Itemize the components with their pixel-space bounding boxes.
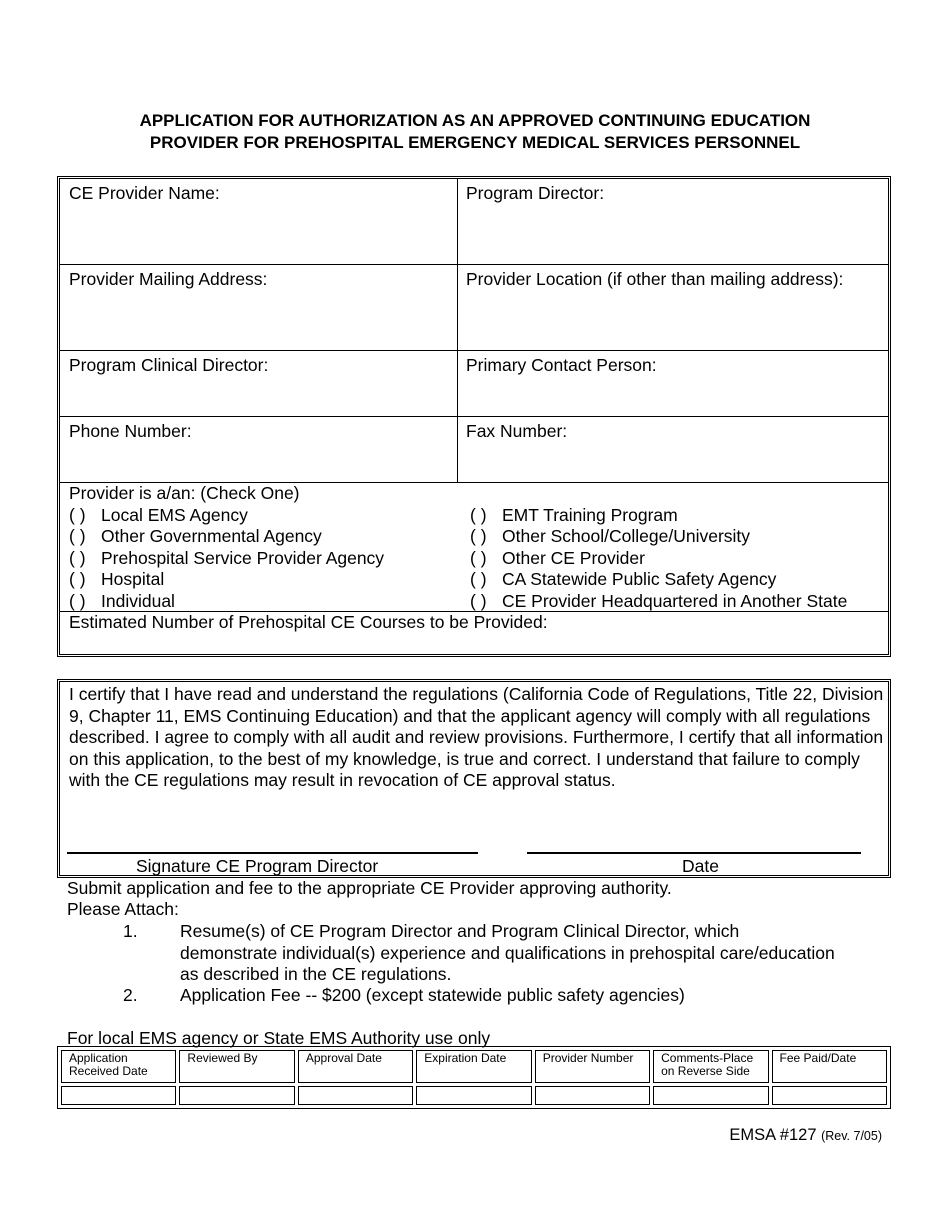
- fax-number-field[interactable]: [457, 417, 888, 482]
- date-line[interactable]: [527, 852, 861, 854]
- column-header-line: Comments-Place: [661, 1051, 754, 1065]
- column-header-line: Received Date: [69, 1064, 148, 1078]
- signature-line[interactable]: [67, 852, 478, 854]
- attachment-line: Application Fee -- $200 (except statewide public safety agencies): [180, 985, 685, 1005]
- form-title-line-1: APPLICATION FOR AUTHORIZATION AS AN APPROVED CONTINUING EDUCATION: [139, 111, 811, 130]
- form-title: [0, 110, 950, 154]
- provider-mailing-address-field[interactable]: [60, 265, 457, 350]
- checkbox[interactable]: ( ): [470, 526, 487, 546]
- provider-option-label: Individual: [101, 590, 175, 611]
- form-id: EMSA #127: [729, 1126, 817, 1144]
- provider-location-label: Provider Location (if other than mailing address):: [466, 269, 844, 289]
- column-header-line: Provider Number: [542, 1051, 634, 1065]
- office-use-entry-cell[interactable]: [772, 1086, 887, 1105]
- ce-provider-name-field[interactable]: [60, 179, 457, 264]
- office-use-entry-row: [61, 1086, 887, 1105]
- primary-contact-person-label: Primary Contact Person:: [466, 355, 657, 375]
- checkbox[interactable]: ( ): [69, 526, 86, 546]
- provider-option[interactable]: [470, 505, 847, 527]
- office-use-entry-cell[interactable]: [298, 1086, 413, 1105]
- provider-location-field[interactable]: [457, 265, 888, 350]
- date-label: Date: [682, 856, 719, 876]
- office-use-table: [57, 1046, 891, 1109]
- office-use-entry-cell[interactable]: [61, 1086, 176, 1105]
- form-title-line-2: PROVIDER FOR PREHOSPITAL EMERGENCY MEDICAL SERVICES PERSONNEL: [149, 133, 801, 152]
- certification-statement: I certify that I have read and understand the regulations (California Code of Regulations, Title 22, Division 9, Chapter 11, EMS Continuing Education) and that the applicant agency will comply with all regulations described. I agree to comply with all audit and review provisions. Furthermore, I certify that all information on this application, to the best of my knowledge, is true and correct. I understand that failure to comply with the CE regulations may result in revocation of CE approval status.: [69, 684, 884, 791]
- program-director-field[interactable]: [457, 179, 888, 264]
- provider-option-label: EMT Training Program: [502, 504, 678, 525]
- column-header-line: Application: [69, 1051, 128, 1065]
- program-director-label: Program Director:: [466, 183, 605, 203]
- estimated-courses-label: Estimated Number of Prehospital CE Courses to be Provided:: [69, 612, 548, 632]
- office-use-entry-cell[interactable]: [416, 1086, 531, 1105]
- checkbox[interactable]: ( ): [69, 590, 86, 611]
- checkbox[interactable]: ( ): [470, 569, 487, 589]
- signature-label: Signature CE Program Director: [136, 856, 379, 876]
- attachment-line: Resume(s) of CE Program Director and Program Clinical Director, which: [180, 921, 740, 941]
- office-use-entry-cell[interactable]: [535, 1086, 650, 1105]
- fax-number-label: Fax Number:: [466, 421, 568, 441]
- attach-heading: Please Attach:: [67, 899, 179, 919]
- column-header-line: Fee Paid/Date: [779, 1051, 857, 1065]
- provider-type-heading: Provider is a/an: (Check One): [69, 483, 300, 503]
- office-use-header-row: [61, 1050, 887, 1083]
- provider-type-right-column: [470, 505, 847, 613]
- estimated-courses-field[interactable]: [60, 611, 888, 654]
- attachment-number: 1.: [123, 921, 138, 941]
- checkbox[interactable]: ( ): [470, 504, 487, 525]
- office-use-header-cell: [653, 1050, 768, 1083]
- column-header-line: Expiration Date: [424, 1051, 507, 1065]
- provider-option[interactable]: [69, 548, 384, 570]
- provider-option[interactable]: [470, 526, 847, 548]
- office-use-header-cell: [61, 1050, 176, 1083]
- provider-option-label: Local EMS Agency: [101, 504, 248, 525]
- provider-option-label: Hospital: [101, 569, 165, 589]
- provider-option[interactable]: [69, 526, 384, 548]
- attachment-item-fee: [180, 985, 685, 1007]
- office-use-caption: For local EMS agency or State EMS Authority use only: [67, 1028, 491, 1048]
- provider-option[interactable]: [470, 548, 847, 570]
- office-use-header-cell: [535, 1050, 650, 1083]
- office-use-header-cell: [772, 1050, 887, 1083]
- attachment-line: demonstrate individual(s) experience and qualifications in prehospital care/education: [180, 942, 835, 963]
- column-header-line: Approval Date: [305, 1051, 382, 1065]
- program-clinical-director-field[interactable]: [60, 351, 457, 416]
- office-use-header-cell: [416, 1050, 531, 1083]
- form-revision: (Rev. 7/05): [821, 1129, 882, 1143]
- provider-option-label: CE Provider Headquartered in Another State: [502, 590, 848, 611]
- provider-option-label: Prehospital Service Provider Agency: [101, 547, 385, 568]
- provider-option-label: Other CE Provider: [502, 547, 645, 568]
- provider-option[interactable]: [69, 505, 384, 527]
- checkbox[interactable]: ( ): [69, 504, 86, 525]
- checkbox[interactable]: ( ): [470, 547, 487, 568]
- checkbox[interactable]: ( ): [69, 569, 86, 589]
- attachment-item-resumes: [180, 921, 835, 986]
- phone-number-label: Phone Number:: [69, 421, 192, 441]
- provider-option[interactable]: [470, 569, 847, 591]
- ce-provider-name-label: CE Provider Name:: [69, 183, 220, 203]
- office-use-header-cell: [298, 1050, 413, 1083]
- column-header-line: on Reverse Side: [661, 1064, 750, 1078]
- provider-type-left-column: [69, 483, 384, 612]
- submit-instruction: Submit application and fee to the appropriate CE Provider approving authority.: [67, 878, 672, 898]
- checkbox[interactable]: ( ): [470, 590, 487, 611]
- office-use-header-cell: [179, 1050, 294, 1083]
- provider-info-form: [57, 176, 891, 657]
- checkbox[interactable]: ( ): [69, 547, 86, 568]
- phone-number-field[interactable]: [60, 417, 457, 482]
- provider-mailing-address-label: Provider Mailing Address:: [69, 269, 268, 289]
- column-header-line: Reviewed By: [187, 1051, 258, 1065]
- provider-option[interactable]: [69, 591, 384, 613]
- provider-option-label: Other School/College/University: [502, 526, 751, 546]
- program-clinical-director-label: Program Clinical Director:: [69, 355, 269, 375]
- attachment-number: 2.: [123, 985, 138, 1005]
- office-use-entry-cell[interactable]: [653, 1086, 768, 1105]
- provider-option-label: CA Statewide Public Safety Agency: [502, 569, 777, 589]
- provider-option[interactable]: [69, 569, 384, 591]
- primary-contact-person-field[interactable]: [457, 351, 888, 416]
- provider-option[interactable]: [470, 591, 847, 613]
- office-use-entry-cell[interactable]: [179, 1086, 294, 1105]
- provider-option-label: Other Governmental Agency: [101, 526, 322, 546]
- attachment-line: as described in the CE regulations.: [180, 964, 452, 984]
- certification-box: [57, 679, 891, 878]
- form-footer: [729, 1126, 882, 1145]
